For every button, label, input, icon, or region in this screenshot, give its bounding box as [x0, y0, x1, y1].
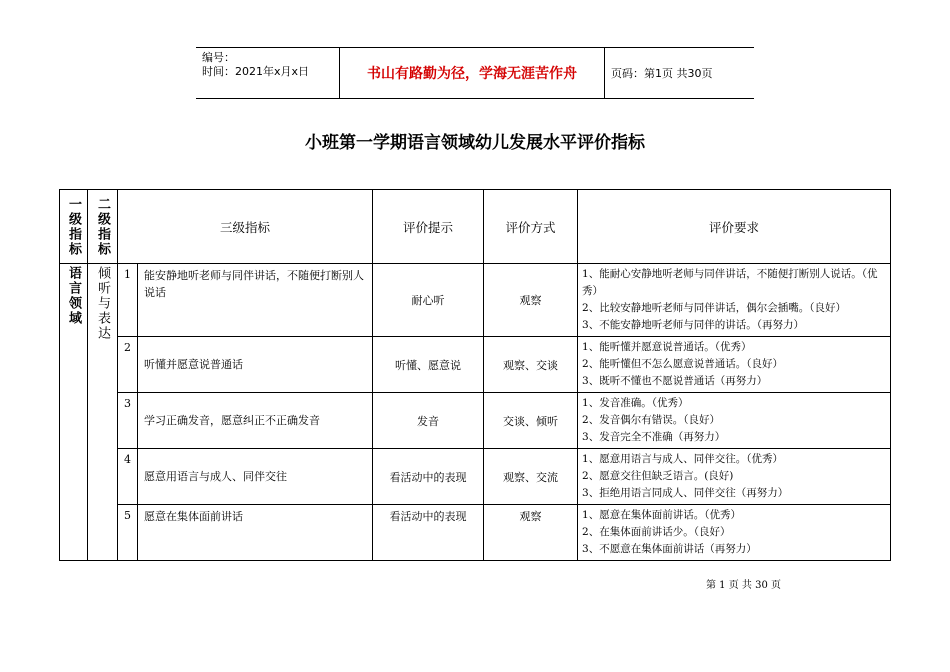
level3-header: 三级指标: [118, 190, 373, 264]
hint-cell: 听懂、愿意说: [373, 337, 484, 393]
number-label: 编号：: [202, 51, 235, 64]
requirement-line: 2、发音偶尔有错误。（良好）: [582, 414, 720, 426]
motto: 书山有路勤为径，学海无涯苦作舟: [339, 48, 605, 98]
requirement-line: 1、能听懂并愿意说普通话。（优秀）: [582, 341, 752, 353]
evaluation-table: [59, 189, 891, 561]
method-header: 评价方式: [484, 190, 578, 264]
level1-value: 语言领域: [66, 266, 81, 326]
table-row: [60, 264, 891, 337]
hint-cell: 耐心听: [373, 264, 484, 337]
indicator-cell: 听懂并愿意说普通话: [138, 337, 373, 393]
requirement-line: 3、发音完全不准确（再努力）: [582, 431, 726, 443]
level2-value: 倾听与表达: [95, 266, 110, 341]
requirement-cell: [578, 264, 891, 337]
method-cell: 观察、交谈: [484, 337, 578, 393]
requirement-line: 2、能听懂但不怎么愿意说普通话。（良好）: [582, 358, 783, 370]
header-row: [60, 190, 891, 264]
page-title: 小班第一学期语言领域幼儿发展水平评价指标: [305, 133, 645, 153]
time-label: 时间：2021年x月x日: [202, 65, 310, 78]
requirement-line: 3、既听不懂也不愿说普通话（再努力）: [582, 375, 768, 387]
indicator-cell: 愿意在集体面前讲话: [138, 505, 373, 561]
requirement-cell: [578, 505, 891, 561]
requirement-line: 1、能耐心安静地听老师与同伴讲话，不随便打断别人说话。（优秀）: [582, 268, 878, 297]
requirement-cell: [578, 449, 891, 505]
method-cell: 观察、交流: [484, 449, 578, 505]
requirement-cell: [578, 337, 891, 393]
level2-header: 二级指标: [88, 190, 118, 264]
row-number: 4: [118, 449, 138, 505]
indicator-cell: 能安静地听老师与同伴讲话，不随便打断别人说话: [138, 264, 373, 337]
level2-cell: [88, 264, 118, 561]
row-number: 1: [118, 264, 138, 337]
requirement-line: 3、拒绝用语言同成人、同伴交往（再努力）: [582, 487, 789, 499]
hint-cell: 发音: [373, 393, 484, 449]
requirement-line: 1、愿意在集体面前讲话。（优秀）: [582, 509, 741, 521]
requirement-header: 评价要求: [578, 190, 891, 264]
level1-header: 一级指标: [60, 190, 88, 264]
method-cell: 观察: [484, 264, 578, 337]
requirement-line: 2、在集体面前讲话少。（良好）: [582, 526, 731, 538]
hint-cell: 看活动中的表现: [373, 449, 484, 505]
requirement-line: 1、发音准确。（优秀）: [582, 397, 689, 409]
indicator-cell: 愿意用语言与成人、同伴交往: [138, 449, 373, 505]
requirement-line: 1、愿意用语言与成人、同伴交往。（优秀）: [582, 453, 783, 465]
requirement-line: 3、不能安静地听老师与同伴的讲话。（再努力）: [582, 319, 804, 331]
hint-header: 评价提示: [373, 190, 484, 264]
header-meta: [196, 48, 339, 98]
row-number: 3: [118, 393, 138, 449]
requirement-cell: [578, 393, 891, 449]
hint-cell: 看活动中的表现: [373, 505, 484, 561]
row-number: 5: [118, 505, 138, 561]
level1-cell: [60, 264, 88, 561]
row-number: 2: [118, 337, 138, 393]
table-row: [60, 393, 891, 449]
table-row: [60, 449, 891, 505]
requirement-line: 2、比较安静地听老师与同伴讲话，偶尔会插嘴。（良好）: [582, 302, 846, 314]
requirement-line: 2、愿意交往但缺乏语言。(良好): [582, 470, 734, 482]
indicator-cell: 学习正确发音，愿意纠正不正确发音: [138, 393, 373, 449]
page-label: 页码：第1页 共30页: [611, 67, 713, 80]
table-row: [60, 505, 891, 561]
document-header: [196, 47, 754, 99]
table-row: [60, 337, 891, 393]
page-footer: 第 1 页 共 30 页: [706, 580, 781, 591]
requirement-line: 3、不愿意在集体面前讲话（再努力）: [582, 543, 757, 555]
method-cell: 交谈、倾听: [484, 393, 578, 449]
method-cell: 观察: [484, 505, 578, 561]
